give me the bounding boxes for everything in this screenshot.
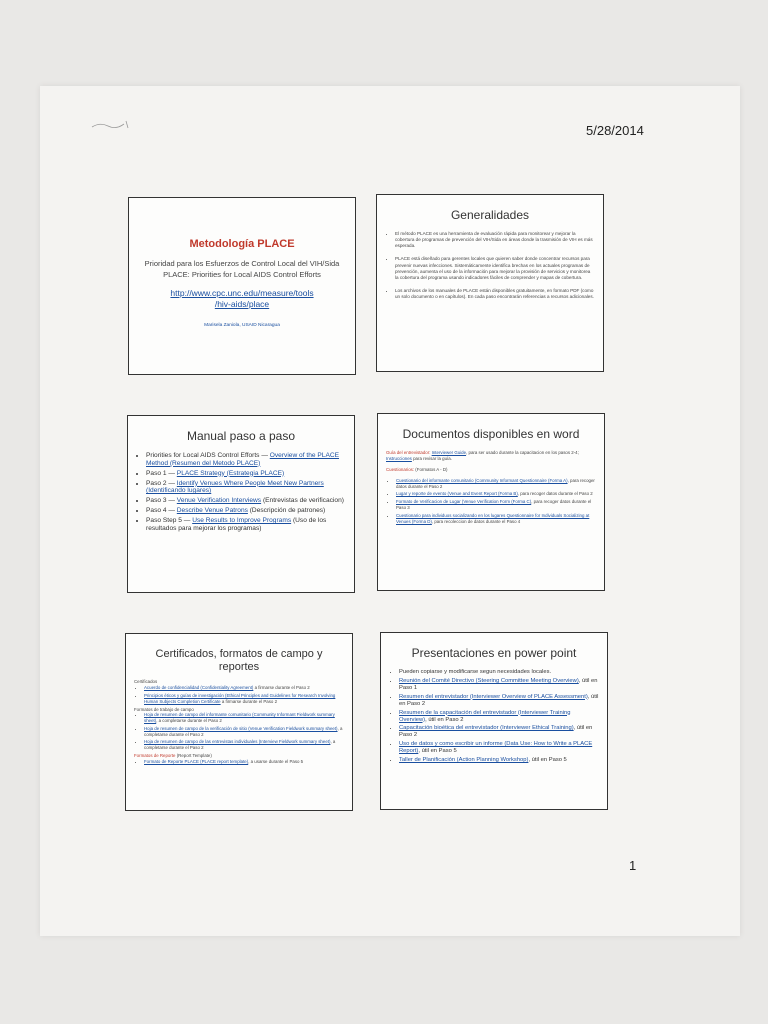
slide-title: Generalidades	[450, 208, 530, 222]
item-after: (Entrevistas de verificacion)	[261, 497, 344, 505]
item-link[interactable]: Resumen del entrevistador (Interviewer Overview of PLACE Assessment)	[399, 693, 588, 700]
item-link[interactable]: Hoja de resumen de campo de la verificación de sitio (Venue Verification Fieldwork summary sheet)	[144, 725, 338, 731]
item-link[interactable]: Formato de Reporte PLACE (PLACE report template)	[144, 759, 249, 765]
list-item	[144, 685, 344, 691]
place-url-part-2: /hiv-aids/place	[214, 298, 270, 309]
list-item	[144, 693, 344, 705]
item-link[interactable]: Cuestionario para individuos socializando en los lugares Questionnaire for Individuals Socializing at Venues (Forma D)	[396, 513, 590, 525]
item-text: , a completarse durante el Paso 2	[144, 739, 336, 751]
page-date: 5/28/2014	[586, 123, 644, 138]
slide-credit: Marisela Zaniola, USAID Nicaragua	[204, 323, 280, 329]
slide-generalidades	[376, 194, 604, 372]
list-item	[396, 478, 596, 490]
bullet-list	[389, 669, 599, 764]
questionnaires-heading	[386, 467, 596, 473]
bullet-list	[386, 478, 596, 526]
item-link[interactable]: Use Results to Improve Programs	[192, 517, 292, 525]
list-item: • El método PLACE es una herramienta de evaluación rápida para monitorear y mejorar la cobertura de programas de prevención del VIH/Sida en áreas donde la trasmisión de VIH es más esperada.	[395, 231, 595, 250]
slide-title: Certificados, formatos de campo y reportes	[155, 648, 323, 673]
list-item	[144, 759, 344, 765]
item-after: , útil en Paso 5	[418, 748, 457, 755]
interviewer-guide-link[interactable]: Interviewer Guide	[431, 449, 467, 455]
item-after: , útil en Paso 2	[399, 693, 599, 707]
list-item	[396, 499, 596, 511]
item-text: , a completarse durante el Paso 2	[144, 725, 343, 737]
slide-title: Manual paso a paso	[186, 429, 296, 443]
guide-label: Guía del entrevistador:	[386, 449, 432, 455]
list-item	[146, 470, 346, 478]
slide-manual-paso-a-paso	[127, 415, 355, 593]
item-text: Paso 4 —	[146, 507, 177, 515]
q-text: (Formatos A - D)	[415, 466, 448, 472]
item-link[interactable]: Resumen de la capacitación del entrevistador (Interviewer Training Overview)	[399, 709, 571, 723]
list-item	[146, 517, 346, 533]
list-item	[146, 497, 346, 505]
list-item	[146, 480, 346, 496]
list-item	[144, 739, 344, 751]
item-link[interactable]: Acuerdo de confidencialidad (Confidentiality Agreement)	[144, 685, 254, 691]
item-after: (Descripción de patrones)	[247, 507, 326, 515]
bullet-list	[385, 231, 595, 301]
slide-title: Metodología PLACE	[189, 238, 295, 250]
bullet-list	[134, 712, 344, 751]
item-link[interactable]: Venue Verification Interviews	[176, 497, 262, 505]
slide-title: Presentaciones en power point	[411, 646, 577, 660]
h3-label: Formatos de Reporte	[134, 753, 176, 759]
list-item	[146, 507, 346, 515]
list-item	[399, 694, 599, 708]
list-item	[396, 491, 596, 497]
item-text: Priorities for Local AIDS Control Efforts —	[146, 451, 270, 459]
list-item	[399, 678, 599, 692]
list-item: • PLACE está diseñado para gerentes locales que quieren saber donde concentrar recursos para prevenir nuevas infecciones. Sistemáticamente identifica brechas en los actuales programas de prevención, aumenta el uso de la información para mejorar la provisión de servicios y monitorea la cobertura del programa usando indicadores fáciles de comprender y mapas de cobertura.	[395, 256, 595, 281]
slide-subtitle-es: Prioridad para los Esfuerzos de Control Local del VIH/Sida	[144, 258, 340, 268]
item-text: , para recoger datos durante el Paso 2	[517, 491, 593, 497]
item-link[interactable]: Taller de Planificación (Action Planning Workshop)	[399, 757, 529, 764]
item-link[interactable]: Identify Venues Where People Meet New Partners (Identificando lugares)	[146, 479, 324, 495]
item-after: , útil en Paso 5	[528, 757, 567, 764]
item-link[interactable]: Principios éticos y guías de investigación (Ethical Principles and Guidelines for Research Involving Human Subjects Completion Certificate	[144, 692, 336, 704]
instrucciones-link[interactable]: Instrucciones	[386, 455, 412, 461]
item-text: , para recoleccion de datos durante el Paso 4	[431, 519, 521, 525]
slide-title: Documentos disponibles en word	[402, 427, 580, 441]
pen-scribble-mark	[90, 118, 138, 132]
guide-text: , para ser usado durante la capacitacion en los pasos 2-4;	[466, 449, 579, 455]
item-link[interactable]: Reunión del Comité Directivo (Steering Committee Meeting Overview)	[399, 677, 579, 684]
item-text: a firmarse durante el Paso 2	[253, 685, 310, 691]
item-link[interactable]: Lugar y reporte de evento (Venue and Event Report (Forma B)	[396, 491, 518, 497]
slide-subtitle-en: PLACE: Priorities for Local AIDS Control Efforts	[163, 270, 321, 280]
item-text: Paso 2 —	[146, 479, 177, 487]
item-text: , a usarse durante el Paso 5	[248, 759, 304, 765]
section-heading-certificados: Certificados	[134, 679, 158, 685]
place-url-part-1: http://www.cpc.unc.edu/measure/tools	[170, 288, 314, 299]
list-item	[144, 712, 344, 724]
item-link[interactable]: Overview of the PLACE Method (Resumen del Metodo PLACE)	[146, 451, 340, 467]
bullet-list	[136, 452, 346, 533]
item-link[interactable]: Formato de Verificacion de Lugar (Venue Verification Form (Forma C)	[396, 499, 532, 505]
item-link[interactable]: Describe Venue Patrons	[176, 507, 248, 515]
item-text: , para recoger datos durante el Paso 2	[396, 477, 595, 489]
list-item	[399, 710, 599, 724]
item-after: (Uso de los resultados para mejorar los programas)	[146, 517, 327, 533]
item-text: Pueden copiarse y modificarse segun necesidades locales.	[399, 668, 552, 675]
list-item	[396, 513, 596, 525]
list-item	[399, 757, 599, 764]
item-text: Paso Step 5 —	[146, 517, 193, 525]
h3-text: (Report Template)	[175, 753, 212, 759]
q-label: Cuestionarios:	[386, 466, 416, 472]
item-text: a firmarse durante el Paso 2	[220, 698, 278, 704]
slide-documentos-word	[377, 413, 605, 591]
bullet-list	[134, 759, 344, 765]
list-item	[399, 741, 599, 755]
item-text: Paso 3 —	[146, 497, 177, 505]
item-after: , útil en Paso 2	[399, 725, 593, 739]
section-heading-formatos-campo: Formatos de trabajo de campo	[134, 706, 194, 712]
list-item	[399, 669, 599, 676]
slide-presentaciones	[380, 632, 608, 810]
place-url-link[interactable]	[137, 288, 347, 309]
item-link[interactable]: Hoja de resumen de campo del informante comunitario (Community Informant Fieldwork summary sheet)	[144, 712, 335, 724]
item-after: , útil en Paso 2	[425, 716, 464, 723]
item-link[interactable]: PLACE Strategy (Estrategia PLACE)	[176, 469, 285, 477]
item-link[interactable]: Cuestionario del informante comunitario (Community Informant Questionnaire (Forma A)	[396, 477, 568, 483]
page-number: 1	[629, 858, 637, 873]
slide-metodologia-place	[128, 197, 356, 375]
bullet-list	[134, 685, 344, 704]
list-item: • Los archivos de los manuales de PLACE están disponibles gratuitamente, en formato PDF (como un solo documento o en capítulos). En cada paso encontrarán referencias a recursos adicionales.	[395, 288, 595, 300]
slide-certificados	[125, 633, 353, 811]
item-link[interactable]: Capacitación bioética del entrevistador (Interviewer Ethical Training)	[399, 725, 574, 732]
item-link[interactable]: Hoja de resumen de campo de las entrevistas individuales (Interview Fieldwork summary sheet)	[144, 739, 331, 745]
item-after: , útil en Paso 1	[399, 677, 598, 691]
item-text: , para recoger datos durante el Paso 3	[396, 499, 592, 511]
item-text: Paso 1 —	[146, 469, 177, 477]
item-text: , a completarse durante el Paso 2	[156, 718, 222, 724]
guide-text-2: para revisar la guía.	[411, 455, 452, 461]
list-item	[144, 726, 344, 738]
item-link[interactable]: Uso de datos y como escribir un informe (Data Use: How to Write a PLACE Report)	[399, 741, 593, 755]
guide-paragraph	[386, 450, 596, 462]
list-item	[146, 452, 346, 468]
list-item	[399, 725, 599, 739]
